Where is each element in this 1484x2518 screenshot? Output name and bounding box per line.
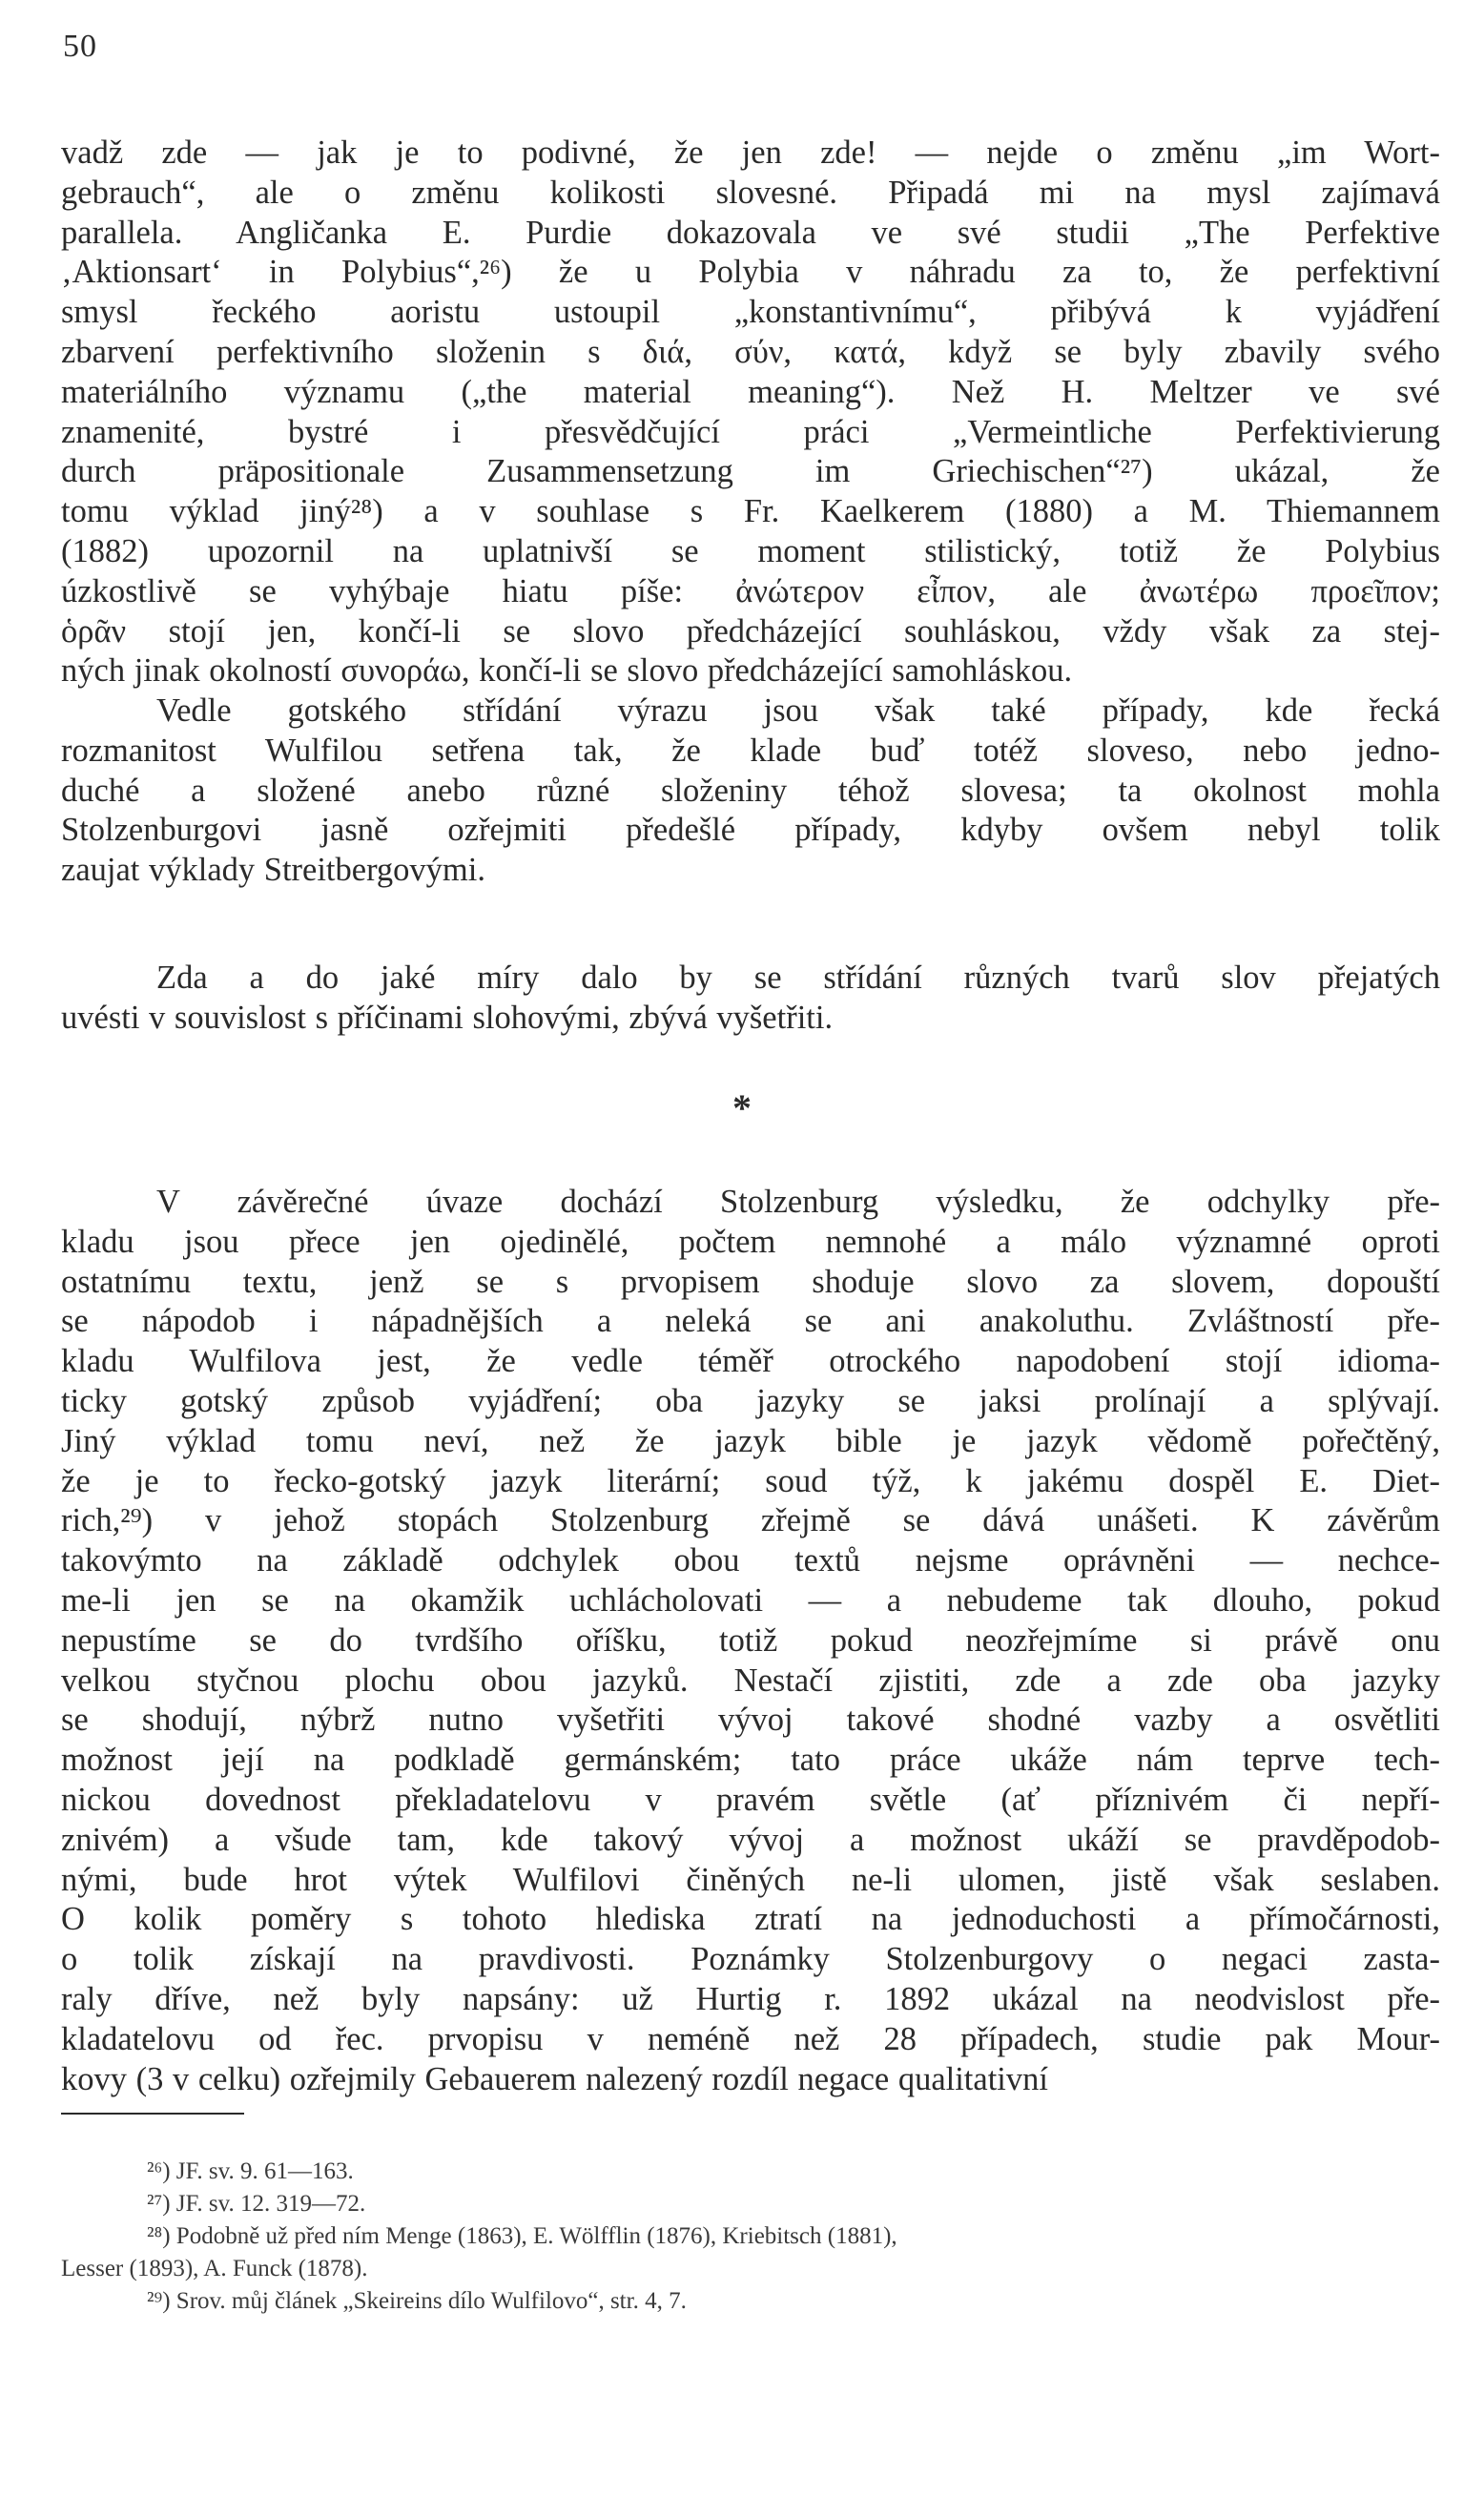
text-line: raly dříve, než byly napsány: už Hurtig r. 1892 ukázal na neodvislost pře-: [61, 1980, 1440, 2017]
text-line: kovy (3 v celku) ozřejmily Gebauerem nalezený rozdíl negace qualitativní: [61, 2060, 1048, 2097]
section-separator: *: [732, 1086, 752, 1129]
text-line: Vedle gotského střídání výrazu jsou však také případy, kde řecká: [156, 692, 1440, 729]
text-line: (1882) upozornil na uplatnivší se moment stilistický, totiž že Polybius: [61, 532, 1440, 569]
text-line: možnost její na podkladě germánském; tato práce ukáže nám teprve tech-: [61, 1742, 1440, 1779]
text-line: gebrauch“, ale o změnu kolikosti slovesné. Připadá mi na mysl zajímavá: [61, 174, 1440, 211]
text-line: O kolik poměry s tohoto hlediska ztratí na jednoduchosti a přímočárnosti,: [61, 1901, 1440, 1938]
text-line: ostatnímu textu, jenž se s prvopisem shoduje slovo za slovem, dopouští: [61, 1263, 1440, 1300]
text-line: že je to řecko-gotský jazyk literární; soud týž, k jakému dospěl E. Diet-: [61, 1462, 1440, 1499]
text-line: rich,²⁹) v jehož stopách Stolzenburg zřejmě se dává unášeti. K závěrům: [61, 1502, 1440, 1539]
text-line: smysl řeckého aoristu ustoupil „konstantivnímu“, přibývá k vyjádření: [61, 294, 1440, 331]
text-line: Jiný výklad tomu neví, než že jazyk bible je jazyk vědomě pořečtěný,: [61, 1422, 1440, 1459]
footnote: ²⁸) Podobně už před ním Menge (1863), E. Wölfflin (1876), Kriebitsch (1881),: [147, 2223, 897, 2249]
paragraph-4: [61, 1183, 1440, 2099]
text-line: tomu výklad jiný²⁸) a v souhlase s Fr. Kaelkerem (1880) a M. Thiemannem: [61, 493, 1440, 530]
text-line: se shodují, nýbrž nutno vyšetřiti vývoj takové shodné vazby a osvětliti: [61, 1702, 1440, 1739]
text-line: Zda a do jaké míry dalo by se střídání různých tvarů slov přejatých: [156, 960, 1440, 996]
text-line: takovýmto na základě odchylek obou textů nejsme oprávněni — nechce-: [61, 1542, 1440, 1579]
text-line: kladu Wulfilova jest, že vedle téměř otrockého napodobení stojí idioma-: [61, 1343, 1440, 1380]
text-line: vadž zde — jak je to podivné, že jen zde! — nejde o změnu „im Wort-: [61, 134, 1440, 171]
text-line: Stolzenburgovi jasně ozřejmiti předešlé případy, kdyby ovšem nebyl tolik: [61, 812, 1440, 849]
text-line: o tolik získají na pravdivosti. Poznámky Stolzenburgovy o negaci zasta-: [61, 1941, 1440, 1978]
text-line: ‚Aktionsart‘ in Polybius“,²⁶) že u Polybia v náhradu za to, že perfektivní: [61, 254, 1440, 291]
text-line: kladatelovu od řec. prvopisu v neméně než 28 případech, studie pak Mour-: [61, 2020, 1440, 2057]
text-line: ὁρᾶν stojí jen, končí-li se slovo předcházející souhláskou, vždy však za stej-: [61, 612, 1440, 650]
text-line: uvésti v souvislost s příčinami slohovými, zbývá vyšetřiti.: [61, 999, 834, 1036]
text-line: durch präpositionale Zusammensetzung im Griechischen“²⁷) ukázal, že: [61, 453, 1440, 490]
paragraph-2: [61, 691, 1440, 891]
text-line: znamenité, bystré i přesvědčující práci „Vermeintliche Perfektivierung: [61, 413, 1440, 450]
text-line: duché a složené anebo různé složeniny téhož slovesa; ta okolnost mohla: [61, 772, 1440, 809]
text-line: zaujat výklady Streitbergovými.: [61, 852, 485, 889]
text-line: zbarvení perfektivního složenin s διά, σύν, κατά, když se byly zbavily svého: [61, 333, 1440, 370]
footnote: ²⁷) JF. sv. 12. 319—72.: [147, 2191, 366, 2217]
footnote-rule: [61, 2113, 244, 2115]
text-line: ticky gotský způsob vyjádření; oba jazyky se jaksi prolínají a splývají.: [61, 1382, 1440, 1419]
text-line: nepustíme se do tvrdšího oříšku, totiž pokud neozřejmíme si právě onu: [61, 1621, 1440, 1659]
text-line: velkou styčnou plochu obou jazyků. Nestačí zjistiti, zde a zde oba jazyky: [61, 1661, 1440, 1699]
text-line: se nápodob i nápadnějších a neleká se ani anakoluthu. Zvláštností pře-: [61, 1303, 1440, 1340]
footnote: ²⁹) Srov. můj článek „Skeireins dílo Wulfilovo“, str. 4, 7.: [147, 2288, 687, 2314]
text-line: V závěrečné úvaze dochází Stolzenburg výsledku, že odchylky pře-: [156, 1184, 1440, 1220]
footnote: ²⁶) JF. sv. 9. 61—163.: [147, 2158, 354, 2184]
footnote: Lesser (1893), A. Funck (1878).: [61, 2256, 368, 2281]
text-line: rozmanitost Wulfilou setřena tak, že klade buď totéž sloveso, nebo jedno-: [61, 732, 1440, 769]
page-number: 50: [63, 29, 97, 64]
paragraph-1: [61, 134, 1440, 691]
footnotes: [61, 2156, 1440, 2318]
paragraph-3: [61, 959, 1440, 1039]
text-line: me-li jen se na okamžik uchlácholovati — a nebudeme tak dlouho, pokud: [61, 1581, 1440, 1619]
text-line: znivém) a všude tam, kde takový vývoj a možnost ukáží se pravděpodob-: [61, 1821, 1440, 1858]
text-line: kladu jsou přece jen ojedinělé, počtem nemnohé a málo významné oproti: [61, 1223, 1440, 1260]
text-line: materiálního významu („the material meaning“). Než H. Meltzer ve své: [61, 373, 1440, 410]
text-line: úzkostlivě se vyhýbaje hiatu píše: ἀνώτερον εἶπον, ale ἀνωτέρω προεῖπον;: [61, 572, 1440, 609]
text-line: nickou dovednost překladatelovu v pravém světle (ať příznivém či nepří-: [61, 1781, 1440, 1818]
text-line: parallela. Angličanka E. Purdie dokazovala ve své studii „The Perfektive: [61, 214, 1440, 251]
text-line: nými, bude hrot výtek Wulfilovi činěných ne-li ulomen, jistě však seslaben.: [61, 1861, 1440, 1898]
text-line: ných jinak okolností συνοράω, končí-li se slovo předcházející samohláskou.: [61, 652, 1073, 690]
